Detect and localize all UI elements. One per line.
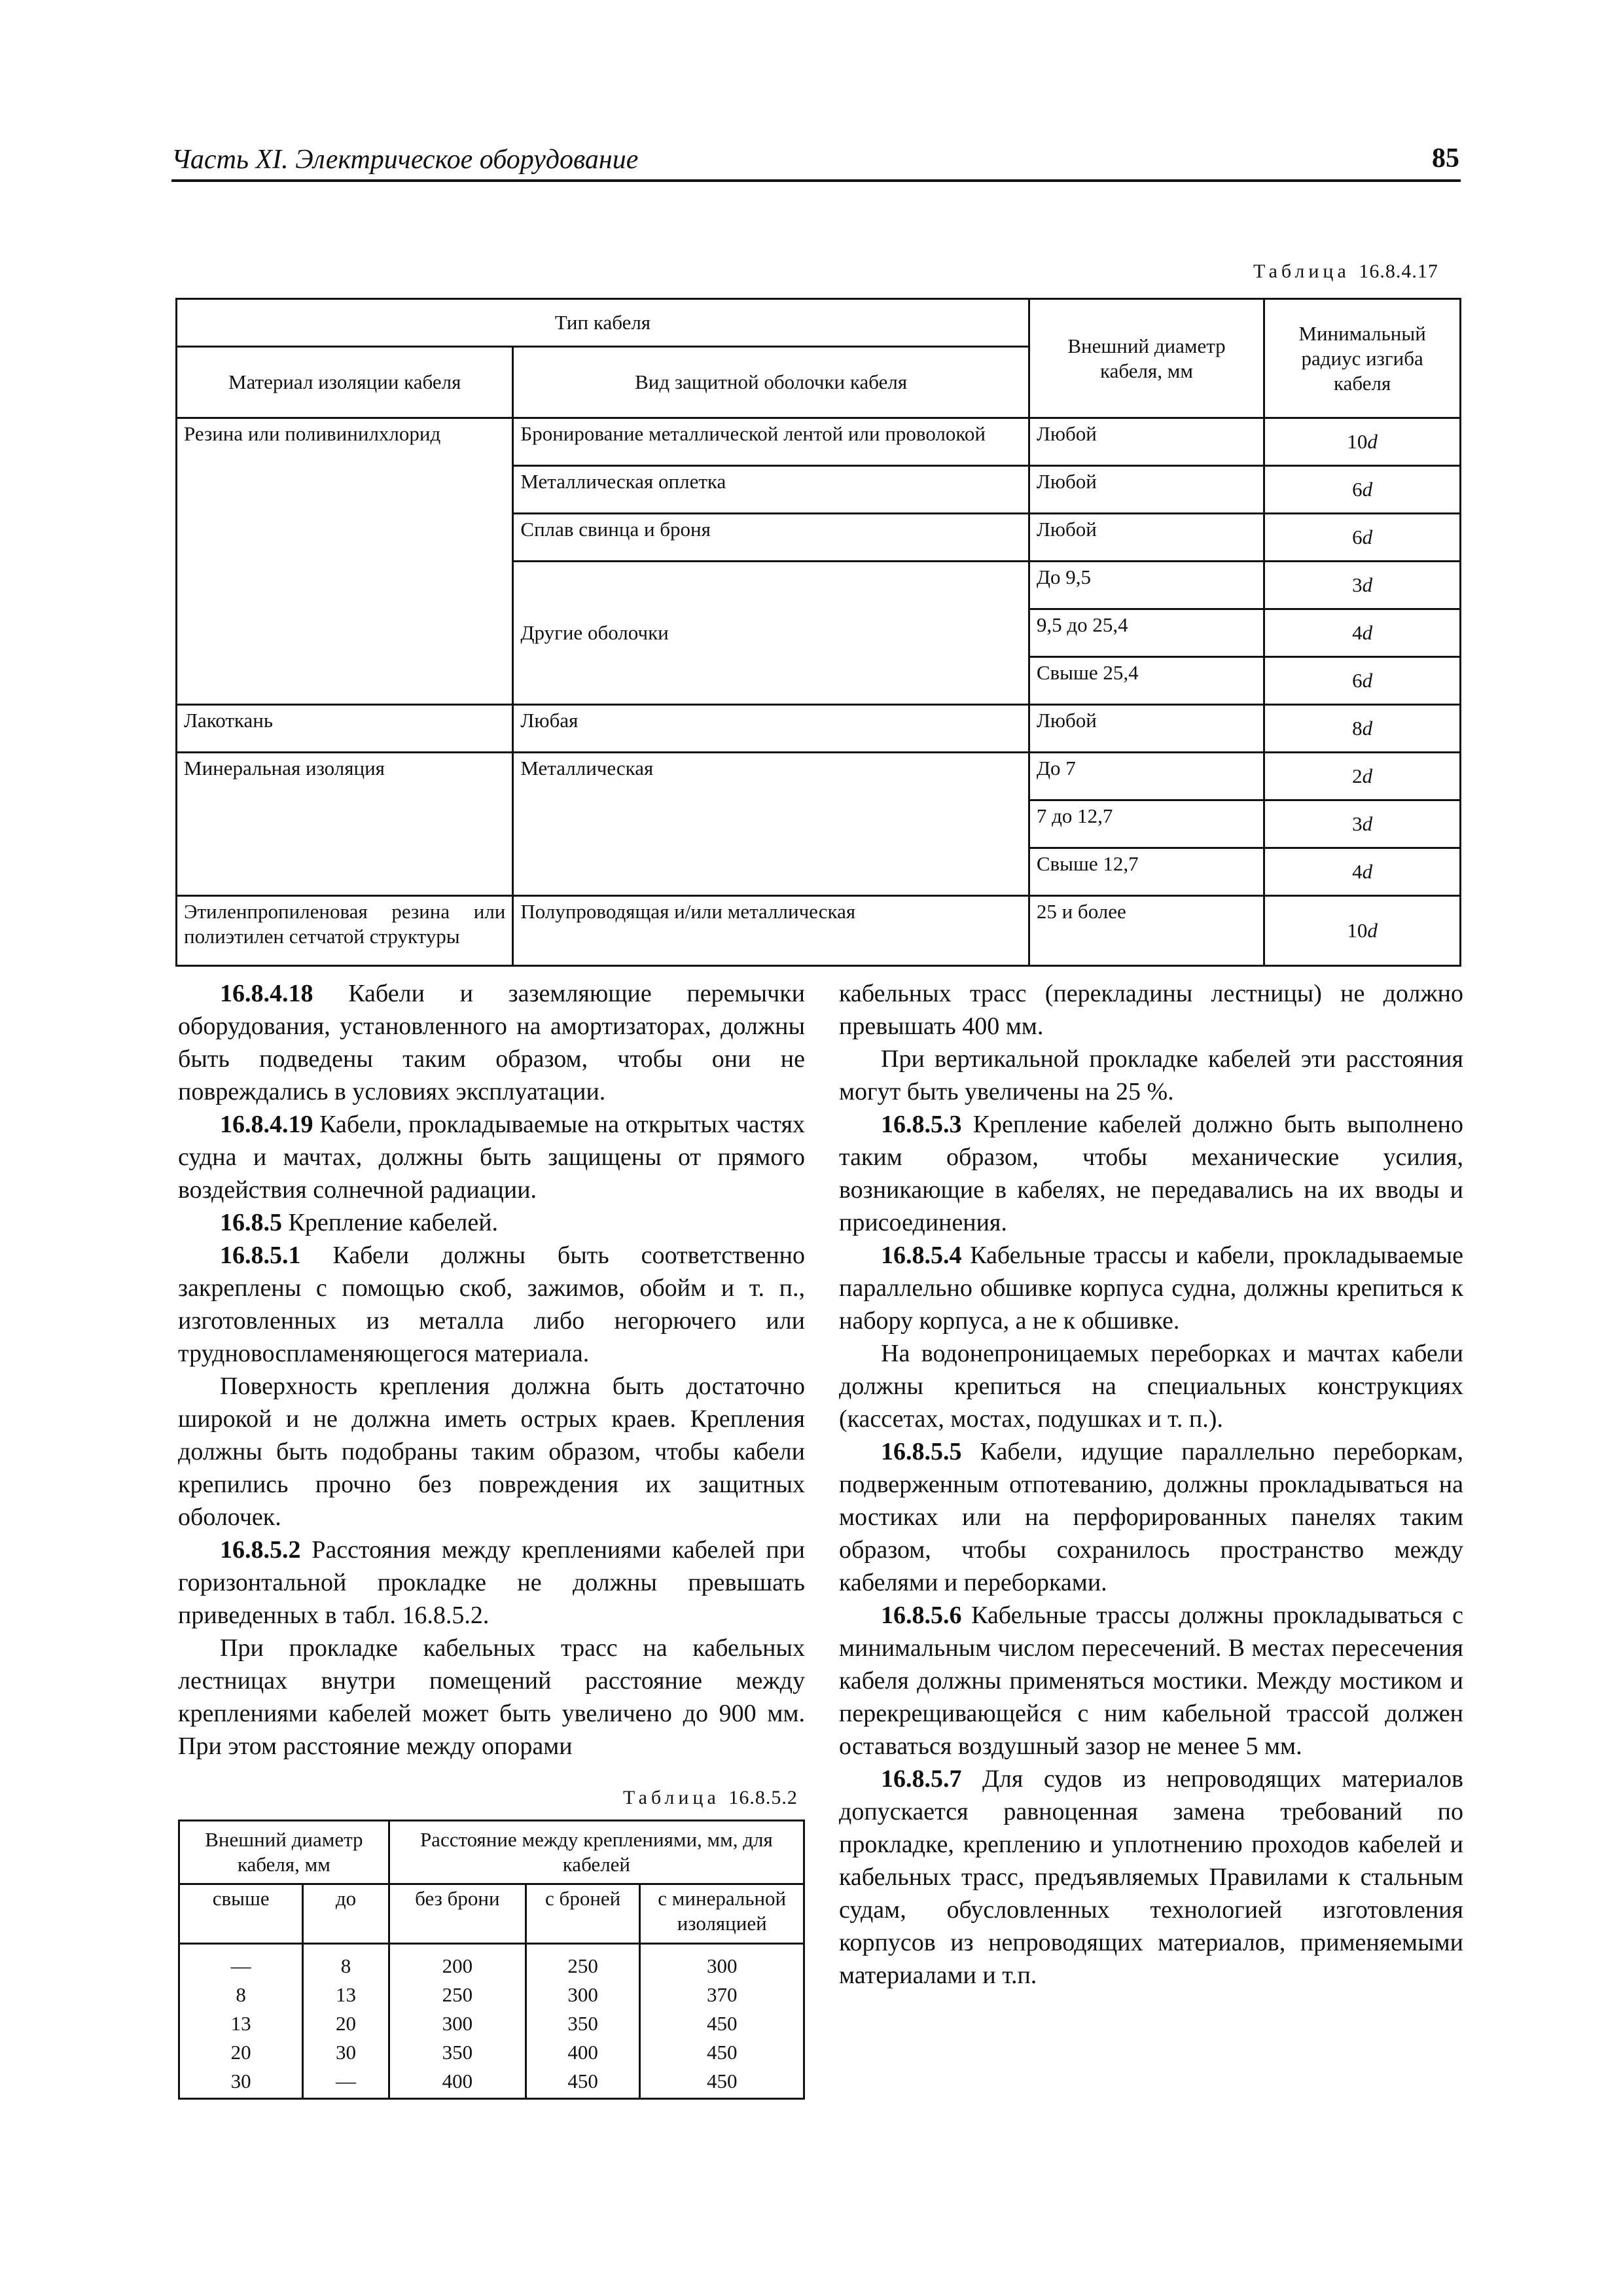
paragraph <box>839 1763 1463 1992</box>
t1-head-cable-type: Тип кабеля <box>177 299 1029 347</box>
table-row <box>179 2040 804 2069</box>
clause-number: 16.8.5.5 <box>881 1438 962 1465</box>
t1-radius-cell: 3d <box>1264 562 1461 609</box>
t2-to-cell: 20 <box>303 2011 389 2040</box>
paragraph-text: При вертикальной прокладке кабелей эти расстояния могут быть увеличены на 25 %. <box>839 1045 1463 1105</box>
t1-radius-cell: 6d <box>1264 466 1461 514</box>
t1-radius-unit: d <box>1362 669 1373 692</box>
t1-diameter-cell: Любой <box>1029 418 1264 466</box>
table-row <box>179 2011 804 2040</box>
t2-to-cell: — <box>303 2069 389 2099</box>
paragraph <box>178 1534 805 1632</box>
t2-no-armor-cell: 350 <box>389 2040 526 2069</box>
t1-diameter-cell: 9,5 до 25,4 <box>1029 609 1264 657</box>
t1-radius-unit: d <box>1367 430 1378 453</box>
paragraph-text: Кабели, прокладываемые на открытых частях судна и мачтах, должны быть защищены от прямого воздействия солнечной радиации. <box>178 1111 805 1204</box>
t2-head-mineral: с минеральной изоляцией <box>640 1884 804 1944</box>
t1-radius-unit: d <box>1362 621 1373 644</box>
paragraph-text: Расстояния между креплениями кабелей при горизонтальной прокладке не должны превышать приведенных в табл. 16.8.5.2. <box>178 1536 805 1629</box>
t1-insulation-cell: Этиленпропиленовая резина или полиэтилен сетчатой структуры <box>177 896 513 966</box>
paragraph <box>178 1206 805 1239</box>
t1-head-insulation: Материал изоляции кабеля <box>177 347 513 418</box>
t1-radius-cell: 4d <box>1264 848 1461 896</box>
t2-head-from: свыше <box>179 1884 303 1944</box>
t1-radius-unit: d <box>1362 526 1373 548</box>
t1-diameter-cell: Любой <box>1029 466 1264 514</box>
t2-no-armor-cell: 400 <box>389 2069 526 2099</box>
t2-mineral-cell: 450 <box>640 2069 804 2099</box>
t1-diameter-cell: 25 и более <box>1029 896 1264 966</box>
paragraph <box>178 977 805 1108</box>
paragraph <box>839 1337 1463 1435</box>
t2-armor-cell: 400 <box>526 2040 640 2069</box>
table-row <box>179 2069 804 2099</box>
paragraph-text: Крепление кабелей. <box>282 1209 499 1236</box>
t2-from-cell: — <box>179 1944 303 1983</box>
left-text-column <box>178 977 805 1763</box>
paragraph <box>839 1108 1463 1239</box>
t2-mineral-cell: 450 <box>640 2011 804 2040</box>
bend-radius-table <box>175 298 1461 967</box>
t1-sheath-cell: Бронирование металлической лентой или проволокой <box>513 418 1029 466</box>
t1-head-sheath: Вид защитной оболочки кабеля <box>513 347 1029 418</box>
t2-armor-cell: 300 <box>526 1982 640 2011</box>
paragraph <box>839 977 1463 1043</box>
t1-sheath-cell: Любая <box>513 705 1029 753</box>
t2-armor-cell: 450 <box>526 2069 640 2099</box>
t1-diameter-cell: 7 до 12,7 <box>1029 800 1264 848</box>
t1-radius-cell: 10d <box>1264 896 1461 966</box>
table1-caption-number: 16.8.4.17 <box>1359 260 1438 282</box>
t1-radius-cell: 4d <box>1264 609 1461 657</box>
t1-radius-cell: 8d <box>1264 705 1461 753</box>
paragraph-text: При прокладке кабельных трасс на кабельных лестницах внутри помещений расстояние между креплениями кабелей может быть увеличено до 900 мм. При этом расстояние между опорами <box>178 1634 805 1760</box>
table2-caption <box>623 1787 798 1809</box>
t1-diameter-cell: До 9,5 <box>1029 562 1264 609</box>
t2-mineral-cell: 300 <box>640 1944 804 1983</box>
t1-radius-unit: d <box>1362 478 1373 501</box>
t1-sheath-cell: Металлическая оплетка <box>513 466 1029 514</box>
paragraph <box>839 1435 1463 1599</box>
t1-radius-cell: 10d <box>1264 418 1461 466</box>
t1-head-diameter: Внешний диаметр кабеля, мм <box>1029 299 1264 418</box>
fastening-distance-table <box>178 1820 805 2100</box>
t1-diameter-cell: Свыше 12,7 <box>1029 848 1264 896</box>
table-row <box>179 1944 804 1983</box>
t2-mineral-cell: 370 <box>640 1982 804 2011</box>
t1-radius-cell: 3d <box>1264 800 1461 848</box>
t2-head-diameter: Внешний диаметр кабеля, мм <box>179 1821 389 1884</box>
page-number: 85 <box>1432 143 1459 173</box>
t2-to-cell: 8 <box>303 1944 389 1983</box>
t1-insulation-cell: Лакоткань <box>177 705 513 753</box>
t1-diameter-cell: До 7 <box>1029 753 1264 800</box>
table2-caption-word: Таблица <box>623 1787 720 1808</box>
right-text-column <box>839 977 1463 1992</box>
t1-radius-unit: d <box>1362 764 1373 787</box>
t2-to-cell: 13 <box>303 1982 389 2011</box>
table-row <box>177 705 1461 753</box>
t2-armor-cell: 350 <box>526 2011 640 2040</box>
paragraph <box>178 1632 805 1763</box>
t1-sheath-cell: Другие оболочки <box>513 562 1029 705</box>
t2-from-cell: 30 <box>179 2069 303 2099</box>
paragraph <box>839 1043 1463 1108</box>
t1-sheath-cell: Металлическая <box>513 753 1029 896</box>
table-row <box>177 896 1461 966</box>
t1-radius-unit: d <box>1367 919 1378 942</box>
table2-caption-number: 16.8.5.2 <box>728 1787 798 1808</box>
t1-insulation-cell: Резина или поливинилхлорид <box>177 418 513 705</box>
header-rule <box>171 179 1461 182</box>
t2-no-armor-cell: 300 <box>389 2011 526 2040</box>
table-row <box>177 418 1461 466</box>
paragraph-text: кабельных трасс (перекладины лестницы) не должно превышать 400 мм. <box>839 980 1463 1040</box>
t1-radius-unit: d <box>1362 717 1373 740</box>
paragraph <box>178 1239 805 1370</box>
t2-no-armor-cell: 200 <box>389 1944 526 1983</box>
paragraph <box>178 1108 805 1206</box>
table-row <box>179 1982 804 2011</box>
paragraph-text: Кабельные трассы должны прокладываться с минимальным числом пересечений. В местах пересечения кабеля должны применяться мостики. Между мостиком и перекрещивающейся с ним кабельной трассой должен оставаться воздушный зазор не менее 5 мм. <box>839 1602 1463 1760</box>
paragraph-text: Кабельные трассы и кабели, прокладываемые параллельно обшивке корпуса судна, должны крепиться к набору корпуса, а не к обшивке. <box>839 1242 1463 1335</box>
clause-number: 16.8.4.18 <box>220 980 313 1007</box>
clause-number: 16.8.5.7 <box>881 1765 962 1793</box>
t1-radius-cell: 6d <box>1264 657 1461 705</box>
t2-from-cell: 13 <box>179 2011 303 2040</box>
t2-to-cell: 30 <box>303 2040 389 2069</box>
t1-radius-cell: 6d <box>1264 514 1461 562</box>
paragraph <box>839 1239 1463 1337</box>
t1-sheath-cell: Полупроводящая и/или металлическая <box>513 896 1029 966</box>
t1-head-radius: Минимальный радиус изгиба кабеля <box>1264 299 1461 418</box>
t2-from-cell: 8 <box>179 1982 303 2011</box>
t1-insulation-cell: Минеральная изоляция <box>177 753 513 896</box>
t2-armor-cell: 250 <box>526 1944 640 1983</box>
t2-head-distance: Расстояние между креплениями, мм, для кабелей <box>389 1821 804 1884</box>
clause-number: 16.8.5.4 <box>881 1242 962 1269</box>
running-header-title: Часть XI. Электрическое оборудование <box>171 145 639 175</box>
t1-radius-unit: d <box>1362 573 1373 596</box>
t2-no-armor-cell: 250 <box>389 1982 526 2011</box>
t2-head-armor: с броней <box>526 1884 640 1944</box>
paragraph-text: Кабели и заземляющие перемычки оборудования, установленного на амортизаторах, должны быть подведены таким образом, чтобы они не повреждались в условиях эксплуатации. <box>178 980 805 1105</box>
paragraph <box>178 1370 805 1534</box>
t1-header-row <box>177 299 1461 347</box>
t1-diameter-cell: Любой <box>1029 705 1264 753</box>
paragraph-text: Для судов из непроводящих материалов допускается равноценная замена требований по прокладке, креплению и уплотнению проходов кабелей и кабельных трасс, предъявляемых Правилами к стальным судам, обусловленных технологией изготовления корпусов из непроводящих материалов, применяемыми материалами и т.п. <box>839 1765 1463 1989</box>
table-row <box>177 753 1461 800</box>
clause-number: 16.8.5.3 <box>881 1111 962 1138</box>
clause-number: 16.8.5.1 <box>220 1242 301 1269</box>
clause-number: 16.8.5 <box>220 1209 282 1236</box>
t1-radius-unit: d <box>1362 860 1373 883</box>
paragraph-text: Кабели, идущие параллельно переборкам, подверженным отпотеванию, должны прокладываться на мостиках или на перфорированных панелях таким образом, чтобы сохранилось пространство между кабелями и переборками. <box>839 1438 1463 1596</box>
t1-radius-cell: 2d <box>1264 753 1461 800</box>
t1-radius-unit: d <box>1362 812 1373 835</box>
clause-number: 16.8.5.6 <box>881 1602 962 1629</box>
t1-diameter-cell: Свыше 25,4 <box>1029 657 1264 705</box>
paragraph-text: Поверхность крепления должна быть достаточно широкой и не должна иметь острых краев. Крепления должны быть подобраны таким образом, чтобы кабели крепились прочно без повреждения их защитных оболочек. <box>178 1372 805 1531</box>
t1-sheath-cell: Сплав свинца и броня <box>513 514 1029 562</box>
paragraph-text: На водонепроницаемых переборках и мачтах кабели должны крепиться на специальных конструкциях (кассетах, мостах, подушках и т. п.). <box>839 1340 1463 1433</box>
table1-caption-word: Таблица <box>1253 260 1350 282</box>
clause-number: 16.8.5.2 <box>220 1536 301 1564</box>
t1-diameter-cell: Любой <box>1029 514 1264 562</box>
t2-head-no-armor: без брони <box>389 1884 526 1944</box>
paragraph <box>839 1599 1463 1763</box>
t2-mineral-cell: 450 <box>640 2040 804 2069</box>
paragraph-text: Крепление кабелей должно быть выполнено таким образом, чтобы механические усилия, возникающие в кабелях, не передавались на их вводы и присоединения. <box>839 1111 1463 1236</box>
table1-caption <box>1253 260 1438 283</box>
clause-number: 16.8.4.19 <box>220 1111 313 1138</box>
paragraph-text: Кабели должны быть соответственно закреплены с помощью скоб, зажимов, обойм и т. п., изготовленных из металла либо негорючего или трудновоспламеняющегося материала. <box>178 1242 805 1367</box>
t2-head-to: до <box>303 1884 389 1944</box>
t2-from-cell: 20 <box>179 2040 303 2069</box>
